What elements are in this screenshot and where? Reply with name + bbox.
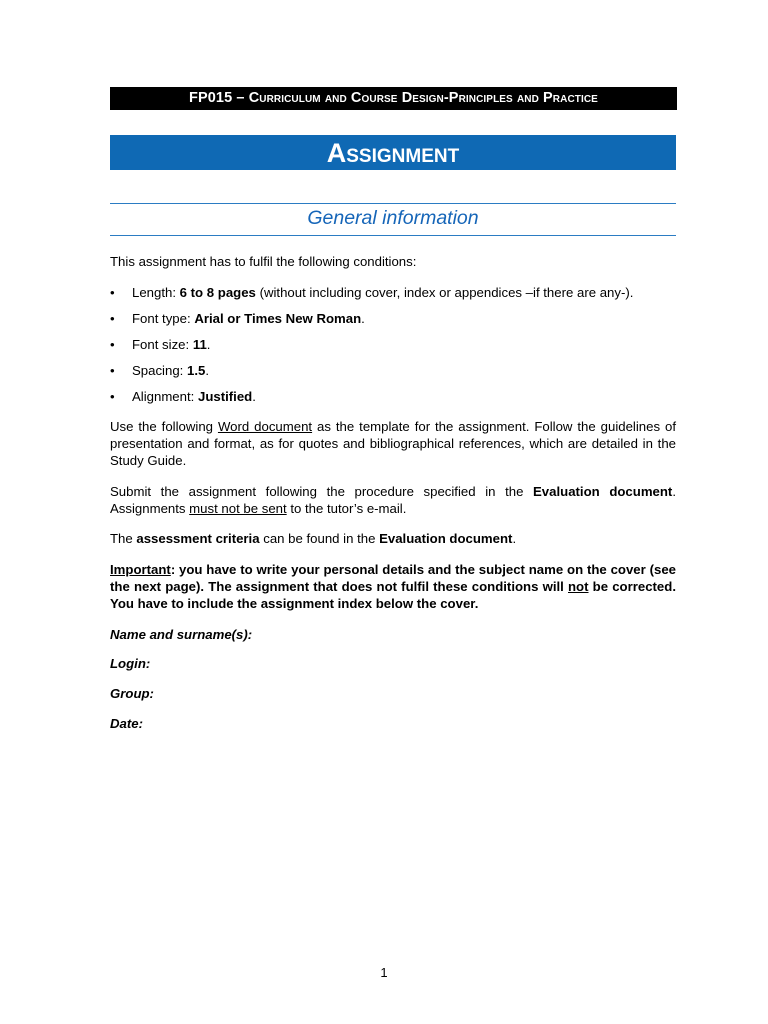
evaluation-document-ref: Evaluation document <box>533 484 673 499</box>
page-number: 1 <box>380 965 388 980</box>
condition-suffix: (without including cover, index or appendices –if there are any-). <box>255 285 634 300</box>
assessment-criteria-ref: assessment criteria <box>136 531 260 546</box>
submit-paragraph <box>110 483 676 517</box>
template-paragraph <box>110 418 676 469</box>
condition-value: 6 to 8 pages <box>179 285 256 300</box>
intro-text: This assignment has to fulfil the following conditions: <box>110 254 417 269</box>
condition-label: Font size: <box>132 337 193 352</box>
important-label: Important <box>110 562 171 577</box>
condition-value: 1.5 <box>187 363 206 378</box>
must-not-be-sent: must not be sent <box>189 501 287 516</box>
course-dash: – <box>232 90 249 106</box>
bullet-icon: • <box>110 285 115 300</box>
assignment-title-bar <box>110 135 676 170</box>
important-text-1: : you have to write your personal details and the subject name on the cover (see the next page). The assignment that does not fulfil these conditions will <box>110 562 676 594</box>
criteria-text-middle: can be found in the <box>259 531 380 546</box>
criteria-text-after: . <box>512 531 517 546</box>
template-text-after: as the template for the assignment. Follow the guidelines of presentation and format, as for quotes and bibliographical references, which are detailed in the Study Guide. <box>110 419 676 468</box>
login-field-label: Login: <box>110 656 151 671</box>
submit-text-middle: . Assignments <box>110 484 676 516</box>
submit-text-after: to the tutor’s e-mail. <box>286 501 407 516</box>
bullet-icon: • <box>110 311 115 326</box>
course-name: Curriculum and Course Design-Principles and Practice <box>248 90 598 106</box>
course-code: FP015 <box>189 90 233 106</box>
important-paragraph <box>110 561 676 612</box>
course-title-bar <box>110 87 677 110</box>
bullet-icon: • <box>110 363 115 378</box>
condition-value: 11 <box>192 337 207 352</box>
word-document-link[interactable]: Word document <box>217 419 313 434</box>
condition-suffix: . <box>252 389 256 404</box>
not-emphasis: not <box>568 579 589 594</box>
bullet-icon: • <box>110 337 115 352</box>
condition-suffix: . <box>206 337 211 352</box>
condition-value: Justified <box>197 389 253 404</box>
condition-label: Spacing: <box>132 363 187 378</box>
condition-label: Font type: <box>132 311 195 326</box>
criteria-text-before: The <box>110 531 137 546</box>
page-title: Assignment <box>326 138 460 168</box>
top-divider <box>110 203 676 204</box>
name-field-label: Name and surname(s): <box>110 627 253 642</box>
condition-suffix: . <box>205 363 210 378</box>
group-field-label: Group: <box>110 686 154 701</box>
date-field-label: Date: <box>110 716 143 731</box>
template-text-before: Use the following <box>110 419 218 434</box>
condition-suffix: . <box>361 311 365 326</box>
submit-text-before: Submit the assignment following the procedure specified in the <box>110 484 534 499</box>
condition-label: Alignment: <box>132 389 198 404</box>
section-heading: General information <box>307 207 479 229</box>
evaluation-document-ref: Evaluation document <box>379 531 513 546</box>
important-text-2: be corrected. You have to include the assignment index below the cover. <box>110 579 676 611</box>
bullet-icon: • <box>110 389 115 404</box>
criteria-paragraph <box>110 530 676 547</box>
bottom-divider <box>110 235 676 236</box>
condition-label: Length: <box>132 285 180 300</box>
condition-value: Arial or Times New Roman <box>194 311 362 326</box>
